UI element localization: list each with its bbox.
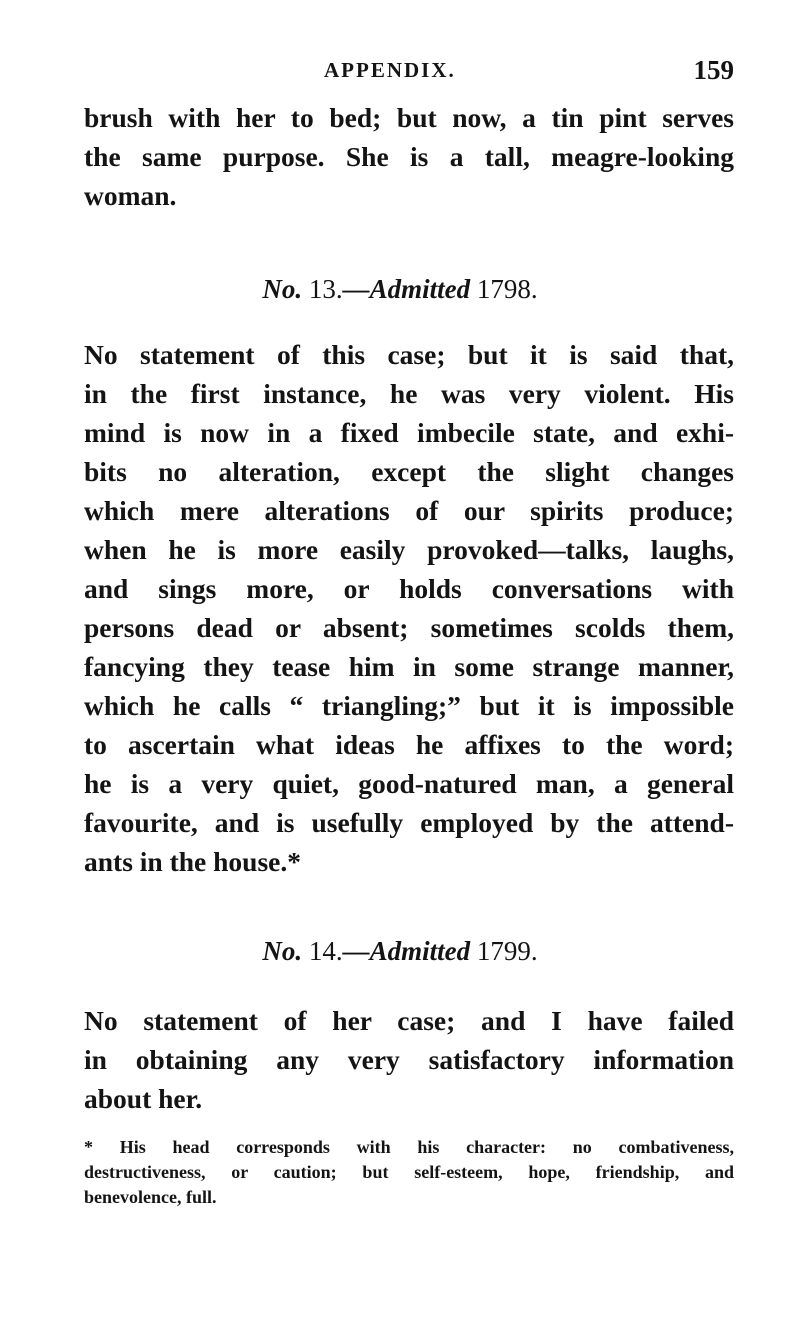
text-line: persons dead or absent; sometimes scolds them, (84, 612, 734, 643)
text-line: the same purpose. She is a tall, meagre-looking (84, 141, 734, 172)
case-admitted: —Admitted (342, 274, 471, 304)
text-line: in the first instance, he was very violent. His (84, 378, 734, 409)
text-line: No statement of her case; and I have failed (84, 1005, 734, 1036)
text-line: brush with her to bed; but now, a tin pint serves (84, 102, 734, 133)
text-line: No statement of this case; but it is said that, (84, 339, 734, 370)
case-label: No. (262, 274, 303, 304)
text-line: ants in the house.* (84, 846, 301, 877)
case-year: 1799. (476, 936, 538, 966)
text-line: he is a very quiet, good-natured man, a general (84, 768, 734, 799)
text-line: when he is more easily provoked—talks, laughs, (84, 534, 734, 565)
footnote-line: * His head corresponds with his character: no combativeness, (84, 1137, 734, 1157)
running-head (84, 55, 734, 92)
text-line: to ascertain what ideas he affixes to the word; (84, 729, 734, 760)
text-line: which mere alterations of our spirits produce; (84, 495, 734, 526)
case-heading-13 (0, 272, 800, 306)
text-line: and sings more, or holds conversations with (84, 573, 734, 604)
text-line: woman. (84, 180, 177, 211)
page-number: 159 (693, 55, 734, 85)
footnote-line: destructiveness, or caution; but self-esteem, hope, friendship, and (84, 1162, 734, 1182)
case-admitted: —Admitted (342, 936, 471, 966)
case-number: 13. (308, 274, 343, 304)
footnote-line: benevolence, full. (84, 1187, 217, 1207)
text-line: favourite, and is usefully employed by the attend- (84, 807, 734, 838)
text-line: bits no alteration, except the slight changes (84, 456, 734, 487)
case-label: No. (262, 936, 303, 966)
case-year: 1798. (476, 274, 538, 304)
text-line: fancying they tease him in some strange manner, (84, 651, 734, 682)
text-line: mind is now in a fixed imbecile state, and exhi- (84, 417, 734, 448)
text-line: about her. (84, 1083, 203, 1114)
case-number: 14. (308, 936, 343, 966)
text-line: in obtaining any very satisfactory information (84, 1044, 734, 1075)
case-heading-14 (0, 934, 800, 968)
text-line: which he calls “ triangling;” but it is impossible (84, 690, 734, 721)
running-title: APPENDIX. (324, 58, 456, 82)
